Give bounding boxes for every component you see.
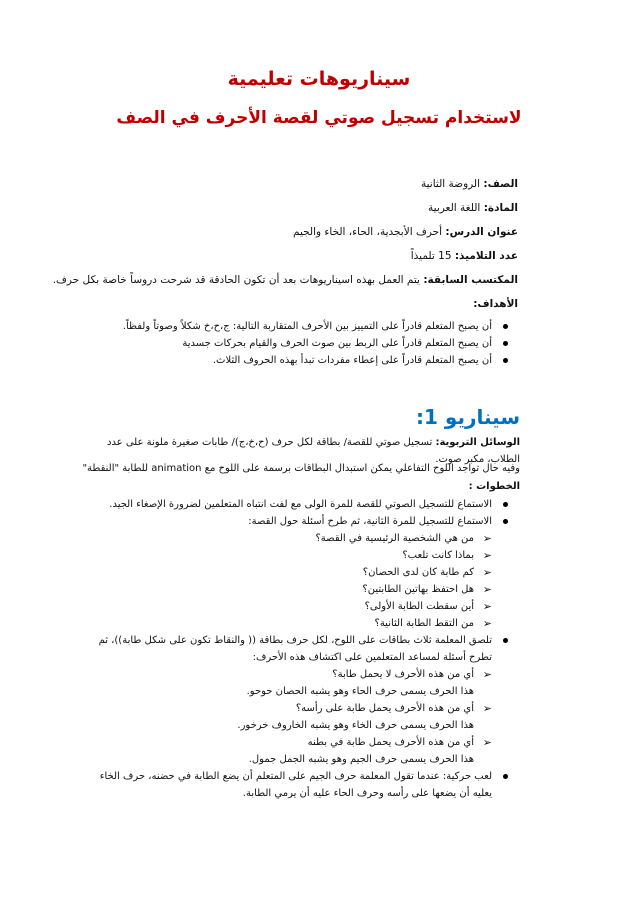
goals-list — [123, 318, 508, 369]
students-row — [411, 250, 518, 262]
question-item — [80, 615, 508, 632]
goal-item — [123, 335, 508, 352]
bullet-icon — [503, 324, 508, 329]
goals-heading — [473, 298, 518, 310]
answer-text: هذا الحرف يسمى حرف الجيم وهو يشبه الجمل جمول. — [248, 754, 474, 765]
step-item — [80, 632, 508, 666]
arrow-icon: ➢ — [482, 532, 492, 545]
bullet-icon — [503, 341, 508, 346]
arrow-icon: ➢ — [482, 549, 492, 562]
arrow-icon: ➢ — [482, 600, 492, 613]
class-value: الروضة الثانية — [420, 178, 481, 190]
document-title: سيناريوهات تعليمية — [227, 68, 411, 90]
arrow-icon: ➢ — [482, 566, 492, 579]
question-text: هل احتفظ بهاتين الطابتين؟ — [362, 584, 474, 595]
goal-text: أن يصبح المتعلم قادراً على الربط بين صوت الحرف والقيام بحركات جسدية — [182, 338, 492, 349]
question-text: أي من هذه الأحرف لا يحمل طابة؟ — [332, 669, 474, 680]
step-text: الاستماع للتسجيل الصوتي للقصة للمرة الولى مع لفت انتباه المتعلمين لضرورة الإصغاء الجيد. — [109, 499, 492, 510]
question-item — [80, 734, 508, 751]
arrow-icon: ➢ — [482, 702, 492, 715]
bullet-icon — [503, 502, 508, 507]
answer-text: هذا الحرف يسمى حرف الحاء وهو يشبه الحصان حوحو. — [246, 686, 474, 697]
class-row — [421, 178, 518, 190]
goal-text: أن يصبح المتعلم قادراً على إعطاء مفردات تبدأ بهذه الحروف الثلاث. — [212, 355, 492, 366]
goal-text: أن يصبح المتعلم قادراً على التمييز بين الأحرف المتقاربة التالية: ج،ح،خ شكلاً وصوتاً ولفظاً. — [122, 321, 492, 332]
question-item — [80, 598, 508, 615]
prior-row — [53, 274, 518, 286]
subject-label: المادة: — [483, 202, 518, 214]
students-value: 15 تلميذاً — [410, 250, 452, 262]
question-item — [80, 581, 508, 598]
arrow-icon: ➢ — [482, 736, 492, 749]
question-text: أي من هذه الأحرف يحمل طابة على رأسه؟ — [295, 703, 474, 714]
question-item — [80, 666, 508, 683]
lesson-row — [293, 226, 518, 238]
arrow-icon: ➢ — [482, 617, 492, 630]
arrow-icon: ➢ — [482, 668, 492, 681]
arrow-icon: ➢ — [482, 583, 492, 596]
answer-text: هذا الحرف يسمى حرف الخاء وهو يشبه الخاروف خرخور. — [237, 720, 474, 731]
goal-item — [123, 318, 508, 335]
aids-label: الوسائل التربوية: — [435, 437, 520, 448]
prior-value: يتم العمل بهذه اسيناريوهات بعد أن تكون الحادقة قد شرحت دروساً خاصة بكل حرف. — [52, 274, 420, 286]
subject-row — [428, 202, 518, 214]
question-text: كم طابة كان لدى الحصان؟ — [362, 567, 474, 578]
step-item — [80, 496, 508, 513]
subject-value: اللغة العربية — [428, 202, 481, 214]
question-text: بماذا كانت تلعب؟ — [402, 550, 474, 561]
step-text: الاستماع للتسجيل للمرة الثانية، ثم طرح أسئلة حول القصة: — [248, 516, 492, 527]
lesson-value: أحرف الأبجدية، الحاء، الخاء والجيم — [292, 226, 443, 238]
question-text: أين سقطت الطابة الأولى؟ — [364, 601, 474, 612]
bullet-icon — [503, 774, 508, 779]
step-text: تلصق المعلمة ثلاث بطاقات على اللوح، لكل حرف بطاقة (( والنقاط تكون على شكل طابة))، ثم تطرح أسئلة لمساعد المتعلمين على اكتشاف هذه الأحرف: — [98, 635, 492, 663]
question-item — [80, 530, 508, 547]
question-item — [80, 564, 508, 581]
question-item — [80, 547, 508, 564]
lesson-label: عنوان الدرس: — [445, 226, 518, 238]
students-label: عدد التلاميذ: — [454, 250, 518, 262]
question-text: من هي الشخصية الرئيسية في القصة؟ — [315, 533, 474, 544]
document-subtitle: لاستخدام تسجيل صوتي لقصة الأحرف في الصف — [116, 108, 522, 128]
steps-heading: الخطوات : — [468, 481, 520, 492]
bullet-icon — [503, 638, 508, 643]
steps-list — [80, 496, 508, 802]
step-text: لعب حركية: عندما تقول المعلمة حرف الجيم على المتعلم أن يضع الطابة في حضنه، حرف الخاء يعليه أن يضعها على رأسه وحرف الحاء عليه أن يرمي الطابة. — [99, 771, 492, 799]
goals-heading-text: الأهداف: — [473, 298, 518, 310]
board-note: وفيه حال تواجد اللوح التفاعلي يمكن استبدال البطاقات برسمة على اللوح مع animation للطابة "النقطة" — [82, 463, 520, 474]
prior-label: المكتسب السابقة: — [423, 274, 518, 286]
bullet-icon — [503, 519, 508, 524]
scenario-title: سيناريو 1: — [416, 405, 520, 429]
aids-value: تسجيل صوتي للقصة/ بطاقة لكل حرف (ح،خ،ج)/ طابات صغيرة ملونة على عدد الطلاب، مكبر صوت. — [106, 437, 520, 465]
class-label: الصف: — [483, 178, 518, 190]
bullet-icon — [503, 358, 508, 363]
step-item — [80, 513, 508, 530]
question-item — [80, 700, 508, 717]
question-text: من التقط الطابة الثانية؟ — [374, 618, 474, 629]
step-item — [80, 768, 508, 802]
question-text: أي من هذه الأحرف يحمل طابة في بطنه — [307, 737, 474, 748]
goal-item — [123, 352, 508, 369]
